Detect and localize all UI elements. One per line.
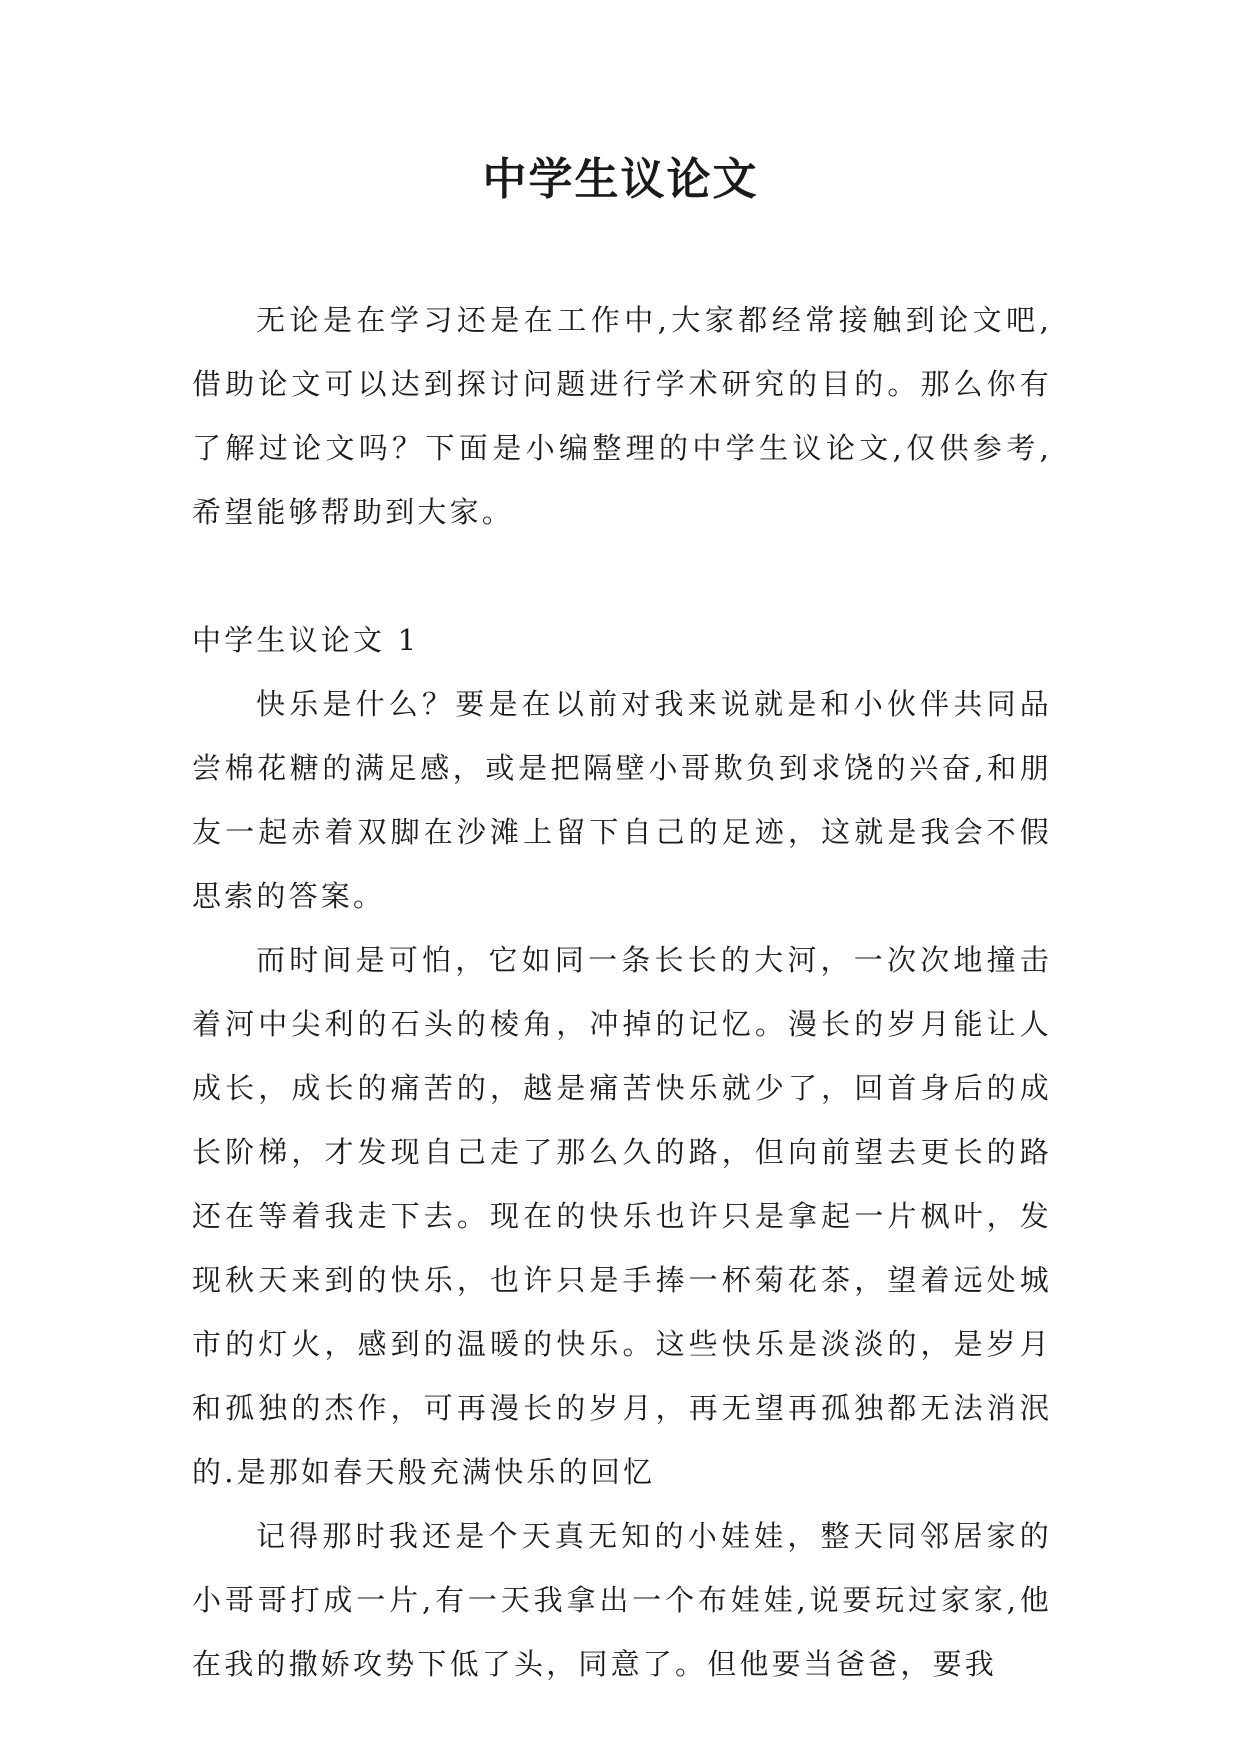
document-body [192, 288, 1052, 1696]
document-title: 中学生议论文 [482, 154, 759, 205]
section-heading: 中学生议论文 1 [192, 623, 420, 657]
body-paragraph-2: 而时间是可怕，它如同一条长长的大河，一次次地撞击着河中尖利的石头的棱角，冲掉的记忆。漫长的岁月能让人成长，成长的痛苦的，越是痛苦快乐就少了，回首身后的成长阶梯，才发现自己走了那么久的路，但向前望去更长的路还在等着我走下去。现在的快乐也许只是拿起一片枫叶，发现秋天来到的快乐，也许只是手捧一杯菊花茶，望着远处城市的灯火，感到的温暖的快乐。这些快乐是淡淡的，是岁月和孤独的杰作，可再漫长的岁月，再无望再孤独都无法消泯的.是那如春天般充满快乐的回忆 [192, 943, 1052, 1489]
body-paragraph-1: 快乐是什么？要是在以前对我来说就是和小伙伴共同品尝棉花糖的满足感，或是把隔壁小哥欺负到求饶的兴奋,和朋友一起赤着双脚在沙滩上留下自己的足迹，这就是我会不假思索的答案。 [192, 687, 1052, 913]
body-paragraph-3: 记得那时我还是个天真无知的小娃娃，整天同邻居家的小哥哥打成一片,有一天我拿出一个布娃娃,说要玩过家家,他在我的撒娇攻势下低了头，同意了。但他要当爸爸，要我 [192, 1519, 1052, 1681]
intro-paragraph: 无论是在学习还是在工作中,大家都经常接触到论文吧,借助论文可以达到探讨问题进行学术研究的目的。那么你有了解过论文吗？下面是小编整理的中学生议论文,仅供参考,希望能够帮助到大家。 [192, 303, 1052, 529]
